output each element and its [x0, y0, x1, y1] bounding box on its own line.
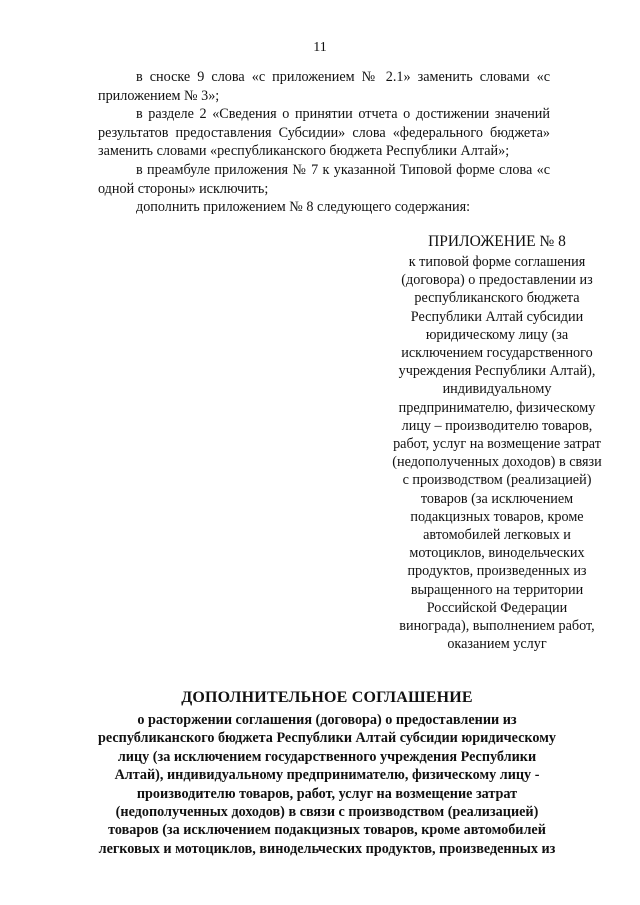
amendment-paragraph-preamble-appendix-7: в преамбуле приложения № 7 к указанной Типовой форме слова «с одной стороны» исключить; — [98, 161, 550, 197]
amendment-paragraph-footnote-9: в сноске 9 слова «с приложением № 2.1» заменить словами «с приложением № 3»; — [98, 69, 550, 104]
amendment-list — [98, 68, 550, 217]
agreement-subtitle: о расторжении соглашения (договора) о предоставлении из республиканского бюджета Республики Алтай субсидии юридическому лицу (за исключением государственного учреждения Республики Алтай), индивидуальному предпринимателю, физическому лицу - производителю товаров, работ, услуг на возмещение затрат (недополученных доходов) в связи с производством (реализацией) товаров (за исключением подакцизных товаров, кроме автомобилей легковых и мотоциклов, винодельческих продуктов, произведенных из — [98, 712, 556, 857]
amendment-paragraph-add-appendix-8: дополнить приложением № 8 следующего содержания: — [136, 199, 471, 216]
amendment-paragraph-section-2: в разделе 2 «Сведения о принятии отчета о достижении значений результатов предоставления Субсидии» слова «федерального бюджета» заменить словами «республиканского бюджета Республики Алтай»; — [98, 106, 550, 160]
appendix-description: к типовой форме соглашения (договора) о предоставлении из республиканского бюджета Республики Алтай субсидии юридическому лицу (за исключением государственного учреждения Республики Алтай), индивидуальному предпринимателю, физическому лицу – производителю товаров, работ, услуг на возмещение затрат (недополученных доходов) в связи с производством (реализацией) товаров (за исключением подакцизных товаров, кроме автомобилей легковых и мотоциклов, винодельческих продуктов, произведенных из выращенного на территории Российской Федерации винограда), выполнением работ, оказанием услуг — [392, 254, 602, 653]
page-number: 11 — [313, 40, 327, 55]
agreement-title: ДОПОЛНИТЕЛЬНОЕ СОГЛАШЕНИЕ — [181, 689, 473, 706]
appendix-title: ПРИЛОЖЕНИЕ № 8 — [428, 233, 566, 250]
agreement-heading — [92, 688, 562, 858]
appendix-header — [392, 232, 602, 653]
